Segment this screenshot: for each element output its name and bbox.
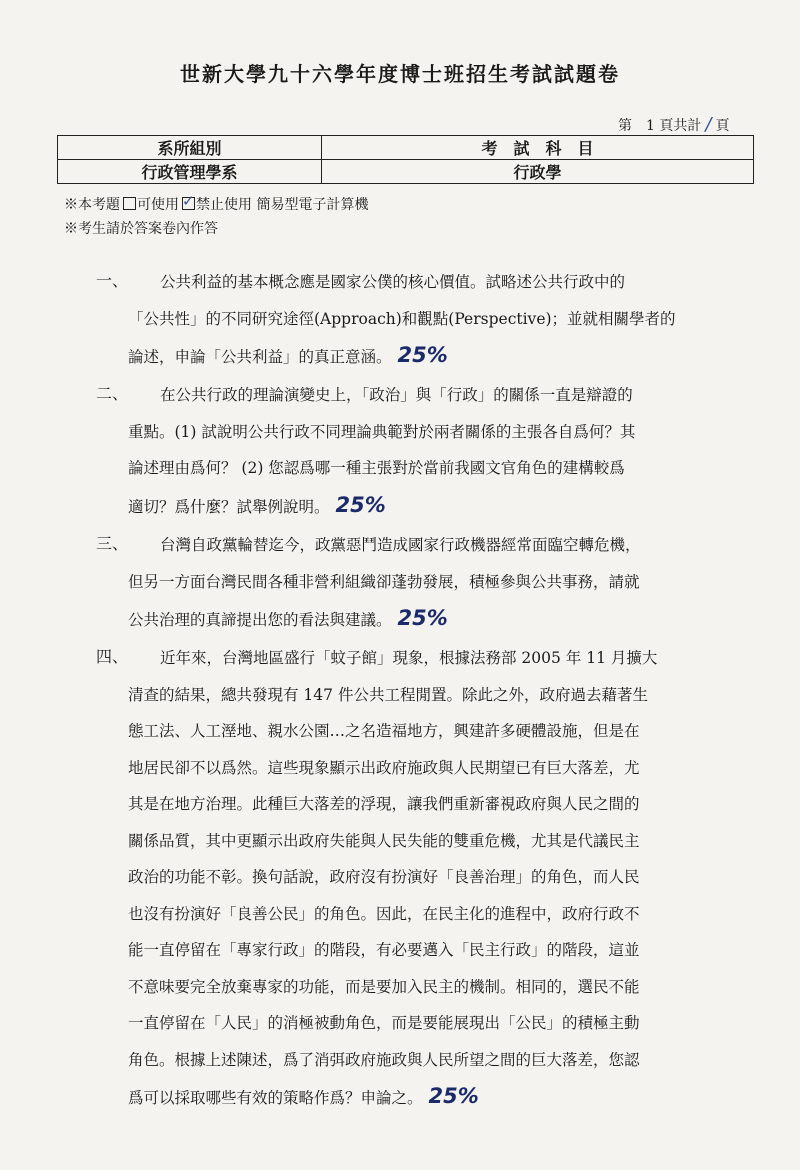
question-text-line: 地居民卻不以爲然。這些現象顯示出政府施政與人民期望已有巨大落差，尤 [128, 758, 640, 777]
question-text-line: 論述理由爲何？ (2) 您認爲哪一種主張對於當前我國文官角色的建構較爲 [128, 459, 625, 477]
page-total-handwritten: / [705, 114, 712, 135]
question-text-line: 態工法、人工溼地、親水公園…之名造福地方，興建許多硬體設施，但是在 [128, 722, 640, 740]
score-handwritten: 25% [397, 606, 448, 630]
question-text-line: 不意味要完全放棄專家的功能，而是要加入民主的機制。相同的，選民不能 [128, 977, 640, 996]
subject-value: 行政學 [322, 160, 754, 184]
answer-note: ※考生請於答案卷內作答 [64, 221, 218, 237]
question-number: 四、 [96, 647, 129, 666]
exam-info-table [57, 135, 754, 184]
calc-prefix: ※本考題 [64, 197, 120, 213]
page-info [618, 114, 729, 135]
score-handwritten: 25% [428, 1084, 479, 1108]
question-text-line: 其是在地方治理。此種巨大落差的浮現，讓我們重新審視政府與人民之間的 [128, 795, 640, 813]
question-text-line: 也沒有扮演好「良善公民」的角色。因此，在民主化的進程中，政府行政不 [128, 904, 640, 923]
question-text-line: 一直停留在「人民」的消極被動角色，而是要能展現出「公民」的積極主動 [128, 1014, 640, 1032]
question-text-line: 台灣自政黨輪替迄今，政黨惡鬥造成國家行政機器經常面臨空轉危機， [160, 536, 641, 554]
page-info-prefix: 第 1 頁共計 [618, 118, 702, 134]
question-text-line: 近年來，台灣地區盛行「蚊子館」現象，根據法務部 2005 年 11 月擴大 [160, 649, 658, 667]
question-text-line: 清查的結果，總共發現有 147 件公共工程閒置。除此之外，政府過去藉著生 [128, 685, 648, 704]
forbidden-checkbox [182, 197, 195, 210]
question-number: 一、 [96, 271, 129, 290]
forbidden-label: 禁止使用 [196, 197, 252, 213]
calculator-note [64, 193, 368, 217]
subject-header: 考 試 科 目 [322, 136, 754, 160]
score-handwritten: 25% [335, 492, 386, 517]
question-text-line: 爲可以採取哪些有效的策略作爲？申論之。 25% [128, 1084, 479, 1108]
dept-value: 行政管理學系 [58, 160, 322, 184]
question-number: 三、 [96, 534, 129, 553]
question-text-line: 關係品質，其中更顯示出政府失能與人民失能的雙重危機，尤其是代議民主 [128, 831, 640, 850]
question-text-line: 但另一方面台灣民間各種非營利組織卻蓬勃發展，積極參與公共事務，請就 [128, 572, 640, 591]
question-text-line: 「公共性」的不同研究途徑(Approach)和觀點(Perspective)；並就相關學者的 [128, 309, 676, 328]
question-text-line: 角色。根據上述陳述，爲了消弭政府施政與人民所望之間的巨大落差，您認 [128, 1050, 640, 1069]
question-text-line: 重點。(1) 試說明公共行政不同理論典範對於兩者關係的主張各自爲何？其 [128, 422, 636, 441]
calc-suffix: 簡易型電子計算機 [256, 197, 369, 213]
page-info-suffix: 頁 [715, 118, 730, 134]
question-text-line: 能一直停留在「專家行政」的階段，有必要邁入「民主行政」的階段，這並 [128, 941, 640, 959]
question-text-line: 公共利益的基本概念應是國家公僕的核心價值。試略述公共行政中的 [160, 273, 626, 291]
exam-notes [64, 193, 368, 241]
score-handwritten: 25% [397, 343, 448, 367]
question-text-line: 政治的功能不彰。換句話說，政府沒有扮演好「良善治理」的角色，而人民 [128, 868, 640, 886]
question-text-line: 適切？爲什麼？試舉例說明。 25% [128, 492, 386, 517]
question-text-line: 在公共行政的理論演變史上，「政治」與「行政」的關係一直是辯證的 [160, 386, 633, 404]
question-text-line: 公共治理的真諦提出您的看法與建議。 25% [128, 606, 448, 630]
dept-header: 系所組別 [58, 136, 322, 160]
exam-title: 世新大學九十六學年度博士班招生考試試題卷 [180, 62, 620, 86]
allowed-checkbox [123, 197, 136, 210]
question-text-line: 論述，申論「公共利益」的真正意涵。 25% [128, 343, 448, 367]
allowed-label: 可使用 [137, 197, 179, 213]
question-number: 二、 [96, 384, 129, 403]
